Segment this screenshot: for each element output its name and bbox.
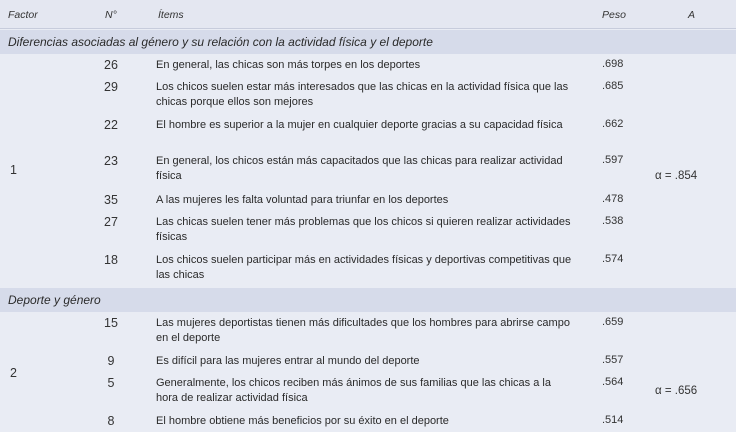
alpha-value-2: α = .656 bbox=[655, 385, 698, 397]
header-number: N° bbox=[105, 9, 117, 21]
table-header bbox=[0, 0, 736, 29]
alpha-value-1: α = .854 bbox=[655, 170, 698, 182]
section-title-2: Deporte y género bbox=[0, 288, 736, 312]
header-alpha: A bbox=[688, 9, 696, 21]
factor-label-1: 1 bbox=[10, 163, 17, 177]
header-items: Ítems bbox=[158, 9, 184, 21]
section-title-1: Diferencias asociadas al género y su relación con la actividad física y el deporte bbox=[0, 30, 736, 54]
header-peso: Peso bbox=[602, 9, 626, 21]
factor-table: Factor N° Ítems Peso A Diferencias asociadas al género y su relación con la actividad física y el deporte 1 α = .854 26 En general, las chicas son más torpes en los deportes .698 29 Los chicos suelen estar más interesados que las chicas en la actividad física que las chicas porque ellos son mejores .685 22 El hombre es superior a la mujer en cualquier deporte gracias a su capacidad física .662 23 En general, los chicos están más capacitados que las chicas para realizar actividad física .597 35 A las mujeres les falta voluntad para triunfar en los deportes .478 27 Las chicas suelen tener más problemas que los chicos si quieren realizar actividades físicas .538 18 Los chicos suelen participar más en actividades físicas y deportivas competitivas que las chicas .574 Deporte y género 2 α = .656 15 Las mujeres deportistas tienen más dificultades que los hombres para abrirse campo en el deporte .659 9 Es difícil para las mujeres entrar al mundo del deporte .557 5 Generalmente, los chicos reciben más ánimos de sus familias que las chicas a la hora de realizar actividad física .564 8 El hombre obtiene más beneficios por su éxito en el deporte .514 bbox=[0, 0, 736, 432]
header-factor: Factor bbox=[8, 9, 38, 21]
factor-label-2: 2 bbox=[10, 366, 17, 380]
